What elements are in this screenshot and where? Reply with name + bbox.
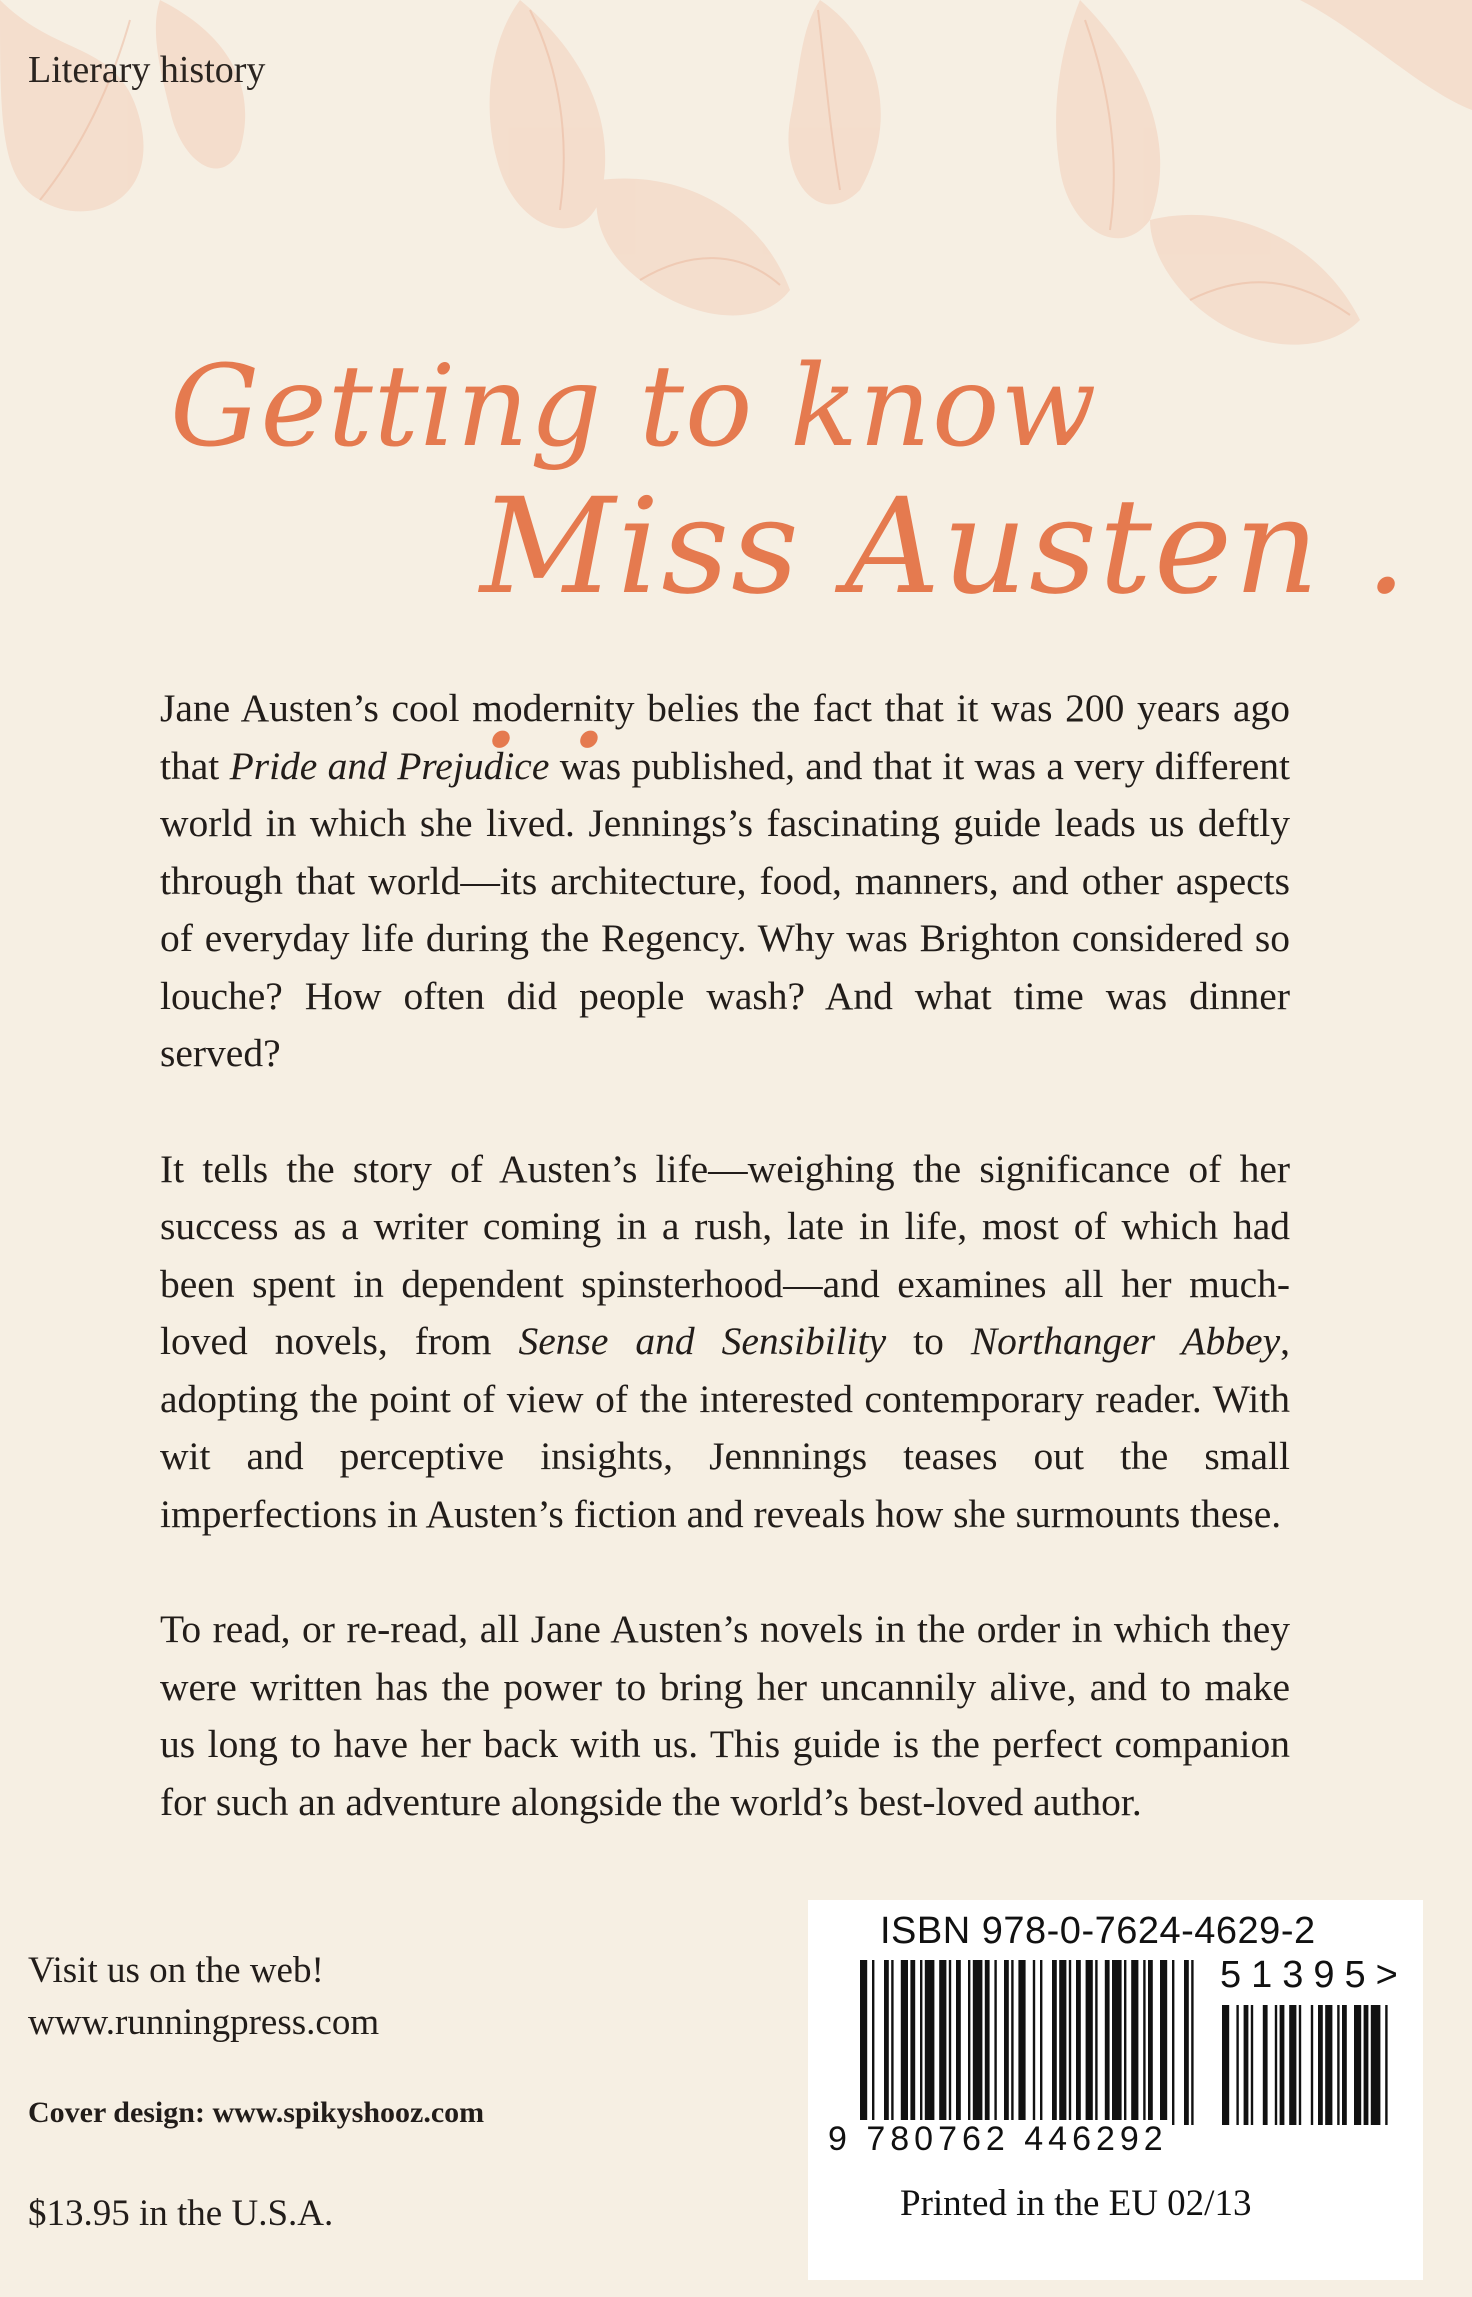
cover-design-credit xyxy=(28,2096,484,2130)
barcode-bar xyxy=(1004,1960,1009,2125)
ean-digits: 9 780762 446292 xyxy=(828,2120,1168,2158)
barcode-bar xyxy=(1069,1960,1071,2125)
p2-text-c: , adopting the point of view of the interested contemporary reader. With wit and perceptive insights, Jennnings teases out the small imperfections in Austen’s fiction and reveals how she surmounts these. xyxy=(160,1319,1290,1536)
headline-line-2: Miss Austen . . . xyxy=(480,470,1409,778)
barcode-bar xyxy=(973,1960,983,2125)
barcode-bar xyxy=(1059,1960,1066,2125)
barcode-bar xyxy=(1112,1960,1122,2125)
barcode-bar xyxy=(910,1960,915,2125)
p1-text-a: Jane Austen’s cool modernity belies the fact that it was 200 years ago that xyxy=(160,686,1290,788)
barcode-addon-bar xyxy=(1263,2005,1268,2125)
barcode-bar xyxy=(985,1960,990,2125)
book-title-northanger-abbey: Northanger Abbey xyxy=(970,1319,1281,1363)
description xyxy=(160,680,1290,1889)
barcode-addon-bar xyxy=(1364,2005,1369,2125)
barcode-bar xyxy=(1105,1960,1110,2125)
paragraph-2 xyxy=(160,1141,1290,1544)
barcode-bar xyxy=(891,1960,893,2125)
barcode-addon-bar xyxy=(1299,2005,1301,2125)
p2-text-a: It tells the story of Austen’s life—weighing the significance of her success as a writer coming in a rush, late in life, most of which had been spent in dependent spinsterhood—and examines all her much-loved novels, from xyxy=(160,1146,1290,1363)
book-title-pride-and-prejudice: Pride and Prejudice xyxy=(229,743,550,788)
barcode-bar xyxy=(994,1960,996,2125)
barcode-bar xyxy=(1052,1960,1057,2125)
barcode-bar xyxy=(956,1960,961,2125)
p1-text-b: was published, and that it was a very different world in which she lived. Jennings’s fascinating guide leads us deftly through that world—its architecture, food, manners, and other aspects of everyday life during the Regency. Why was Brighton considered so louche? How often did people wash? And what time was dinner served? xyxy=(160,743,1290,1075)
price-code: 51395> xyxy=(1220,1954,1408,1996)
barcode-addon-bar xyxy=(1371,2005,1381,2125)
barcode-addon-bar xyxy=(1311,2005,1313,2125)
barcode-bar xyxy=(1143,1960,1145,2125)
isbn-label: ISBN 978-0-7624-4629-2 xyxy=(880,1910,1316,1952)
p2-text-b: to xyxy=(886,1319,971,1363)
barcode-bar xyxy=(925,1960,935,2125)
barcode-bar xyxy=(1148,1960,1153,2125)
book-title-sense-and-sensibility: Sense and Sensibility xyxy=(518,1319,887,1363)
barcode-addon-bar xyxy=(1280,2005,1285,2125)
barcode-addon-bar xyxy=(1236,2005,1238,2125)
printed-in-label: Printed in the EU 02/13 xyxy=(900,2183,1252,2224)
barcode-addon-bar xyxy=(1354,2005,1361,2125)
barcode-bar xyxy=(1033,1960,1035,2125)
barcode-bar xyxy=(1160,1960,1167,2125)
barcode-bar xyxy=(1095,1960,1097,2125)
price: $13.95 in the U.S.A. xyxy=(28,2193,334,2234)
cover-url[interactable]: www.spikyshooz.com xyxy=(212,2096,485,2129)
barcode-bar xyxy=(1076,1960,1081,2125)
barcode-bar xyxy=(1040,1960,1042,2125)
barcode-bar xyxy=(1172,1960,1174,2125)
paragraph-3: To read, or re-read, all Jane Austen’s novels in the order in which they were written has the power to bring her uncannily alive, and to make us long to have her back with us. This guide is the perfect companion for such an adventure alongside the world’s best-loved author. xyxy=(160,1607,1290,1824)
website-block xyxy=(28,1945,379,2049)
barcode-addon-bar xyxy=(1222,2005,1229,2125)
barcode-bar xyxy=(949,1960,951,2125)
barcode-addon-bar xyxy=(1342,2005,1347,2125)
barcode-addon-bar xyxy=(1318,2005,1323,2125)
barcode-bar xyxy=(1191,1960,1193,2125)
barcode-bar xyxy=(1086,1960,1093,2125)
barcode-addon-bar xyxy=(1289,2005,1296,2125)
barcode-bar xyxy=(920,1960,922,2125)
web-line: Visit us on the web! xyxy=(28,1950,324,1991)
barcode-addon-bar xyxy=(1244,2005,1249,2125)
web-url[interactable]: www.runningpress.com xyxy=(28,2002,380,2043)
barcode-bar xyxy=(860,1960,867,2125)
barcode-bar xyxy=(1011,1960,1013,2125)
barcode-bar xyxy=(872,1960,874,2125)
barcode-bar xyxy=(1018,1960,1025,2125)
barcode-bar xyxy=(939,1960,946,2125)
barcode-addon-bar xyxy=(1251,2005,1253,2125)
barcode-bar xyxy=(884,1960,889,2125)
barcode-addon-bar xyxy=(1337,2005,1339,2125)
paragraph-1 xyxy=(160,680,1290,1083)
barcode-bar xyxy=(1131,1960,1138,2125)
headline-line-1: Getting to know xyxy=(170,342,1098,472)
barcode-bar xyxy=(968,1960,970,2125)
barcode-addon-bar xyxy=(1385,2005,1387,2125)
category-label: Literary history xyxy=(28,49,266,91)
barcode-bar xyxy=(1124,1960,1126,2125)
barcode-addon-bar xyxy=(1275,2005,1277,2125)
cover-label: Cover design: xyxy=(28,2096,205,2129)
barcode-panel xyxy=(808,1900,1423,2280)
barcode-bar xyxy=(1184,1960,1189,2125)
barcode-addon-bar xyxy=(1325,2005,1332,2125)
barcode-bar xyxy=(901,1960,908,2125)
